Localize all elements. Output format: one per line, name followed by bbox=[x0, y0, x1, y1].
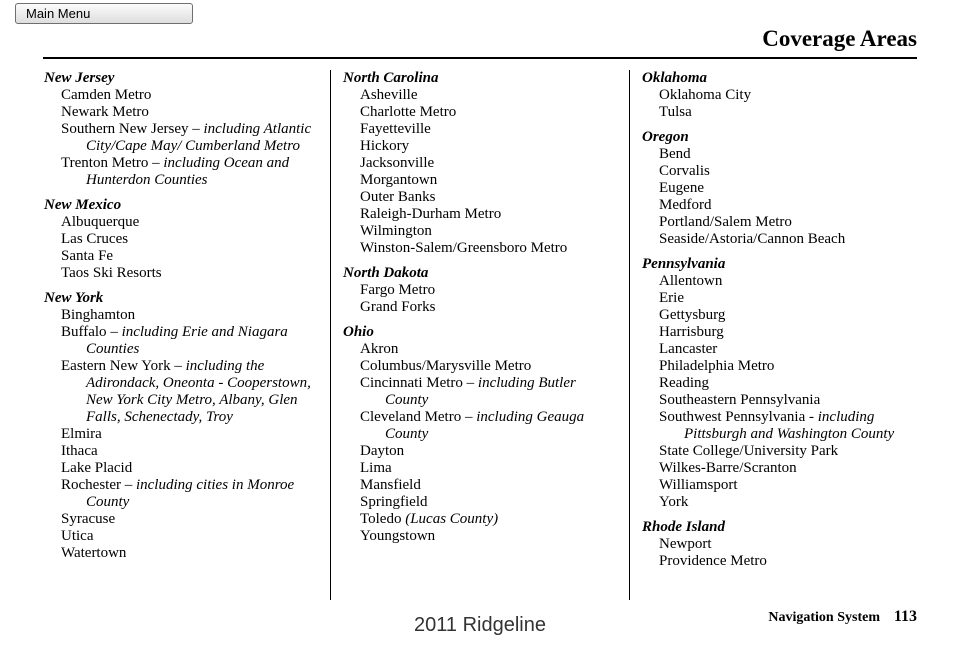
city-entry bbox=[44, 545, 314, 562]
city-name: Asheville bbox=[360, 87, 418, 103]
city-note: including cities in Monroe County bbox=[86, 477, 295, 510]
city-name: Portland/Salem Metro bbox=[659, 214, 792, 230]
city-note: including Ocean and Hunterdon Counties bbox=[86, 155, 290, 188]
city-name: Oklahoma City bbox=[659, 87, 752, 103]
city-entry bbox=[343, 104, 613, 121]
city-name: Taos Ski Resorts bbox=[61, 265, 162, 281]
city-entry bbox=[343, 189, 613, 206]
header-rule bbox=[43, 57, 917, 59]
city-name: Springfield bbox=[360, 494, 428, 510]
city-entry bbox=[44, 528, 314, 545]
city-name: Tulsa bbox=[659, 104, 692, 120]
city-name: Camden Metro bbox=[61, 87, 152, 103]
city-entry bbox=[343, 409, 613, 443]
city-name: Newport bbox=[659, 536, 712, 552]
city-name: Fayetteville bbox=[360, 121, 431, 137]
city-name: Watertown bbox=[61, 545, 127, 561]
city-name: Albuquerque bbox=[61, 214, 140, 230]
city-name: Binghamton bbox=[61, 307, 136, 323]
city-name: Corvalis bbox=[659, 163, 710, 179]
state-heading: New York bbox=[44, 290, 104, 306]
city-name: Southern New Jersey bbox=[61, 121, 189, 137]
city-name: Philadelphia Metro bbox=[659, 358, 775, 374]
city-entry bbox=[642, 375, 912, 392]
state-heading: New Mexico bbox=[44, 197, 122, 213]
city-name: Morgantown bbox=[360, 172, 438, 188]
city-entry bbox=[44, 358, 314, 426]
city-name: Grand Forks bbox=[360, 299, 436, 315]
city-name: Winston-Salem/Greensboro Metro bbox=[360, 240, 568, 256]
city-entry bbox=[642, 180, 912, 197]
city-name: Santa Fe bbox=[61, 248, 114, 264]
state-heading: Rhode Island bbox=[642, 519, 725, 535]
city-name: Toledo bbox=[360, 511, 402, 527]
city-entry bbox=[642, 146, 912, 163]
separator: – bbox=[120, 477, 136, 493]
city-entry bbox=[642, 392, 912, 409]
separator: – bbox=[148, 155, 164, 171]
footer-section-label: Navigation System bbox=[768, 610, 880, 625]
city-name: Youngstown bbox=[360, 528, 436, 544]
column-divider bbox=[330, 70, 331, 600]
city-entry bbox=[642, 87, 912, 104]
city-entry bbox=[642, 324, 912, 341]
separator: – bbox=[462, 375, 478, 391]
city-entry bbox=[44, 248, 314, 265]
column-divider bbox=[629, 70, 630, 600]
city-entry bbox=[642, 214, 912, 231]
city-name: Seaside/Astoria/Cannon Beach bbox=[659, 231, 846, 247]
city-note: including the Adirondack, Oneonta - Cooperstown, New York City Metro, Albany, Glen Falls, Schenectady, Troy bbox=[86, 358, 311, 425]
city-entry bbox=[642, 231, 912, 248]
city-name: Lancaster bbox=[659, 341, 718, 357]
city-entry bbox=[44, 477, 314, 511]
city-name: Harrisburg bbox=[659, 324, 724, 340]
city-name: Columbus/Marysville Metro bbox=[360, 358, 532, 374]
state-heading: Pennsylvania bbox=[642, 256, 726, 272]
city-entry bbox=[343, 443, 613, 460]
city-name: Rochester bbox=[61, 477, 121, 493]
city-entry bbox=[343, 155, 613, 172]
city-name: Reading bbox=[659, 375, 709, 391]
city-name: Eastern New York bbox=[61, 358, 171, 374]
state-heading: North Dakota bbox=[343, 265, 429, 281]
city-entry bbox=[642, 460, 912, 477]
state-heading: New Jersey bbox=[44, 70, 115, 86]
city-name: State College/University Park bbox=[659, 443, 839, 459]
city-name: Charlotte Metro bbox=[360, 104, 457, 120]
city-entry bbox=[44, 265, 314, 282]
city-name: Bend bbox=[659, 146, 691, 162]
city-name: York bbox=[659, 494, 689, 510]
city-entry bbox=[642, 307, 912, 324]
city-name: Wilkes-Barre/Scranton bbox=[659, 460, 797, 476]
city-entry bbox=[343, 223, 613, 240]
city-name: Lima bbox=[360, 460, 392, 476]
city-name: Southwest Pennsylvania bbox=[659, 409, 806, 425]
city-entry bbox=[343, 282, 613, 299]
city-name: Lake Placid bbox=[61, 460, 133, 476]
city-entry bbox=[642, 477, 912, 494]
city-entry bbox=[343, 206, 613, 223]
city-name: Ithaca bbox=[61, 443, 98, 459]
city-entry bbox=[642, 273, 912, 290]
city-entry bbox=[642, 494, 912, 511]
city-entry bbox=[642, 163, 912, 180]
city-entry bbox=[343, 477, 613, 494]
city-name: Cincinnati Metro bbox=[360, 375, 463, 391]
city-entry bbox=[642, 358, 912, 375]
city-name: Fargo Metro bbox=[360, 282, 436, 298]
city-note: including Geauga County bbox=[385, 409, 585, 442]
city-name: Providence Metro bbox=[659, 553, 767, 569]
city-entry bbox=[44, 324, 314, 358]
city-entry bbox=[343, 240, 613, 257]
city-note: including Pittsburgh and Washington County bbox=[684, 409, 895, 442]
city-name: Utica bbox=[61, 528, 94, 544]
main-menu-button[interactable]: Main Menu bbox=[15, 3, 193, 24]
city-entry bbox=[44, 104, 314, 121]
city-name: Newark Metro bbox=[61, 104, 149, 120]
city-entry bbox=[642, 104, 912, 121]
city-entry bbox=[44, 426, 314, 443]
city-entry bbox=[44, 155, 314, 189]
city-name: Akron bbox=[360, 341, 399, 357]
city-name: Elmira bbox=[61, 426, 102, 442]
city-name: Williamsport bbox=[659, 477, 738, 493]
city-name: Hickory bbox=[360, 138, 410, 154]
city-name: Syracuse bbox=[61, 511, 116, 527]
city-name: Erie bbox=[659, 290, 684, 306]
city-entry bbox=[44, 443, 314, 460]
city-name: Medford bbox=[659, 197, 712, 213]
city-entry bbox=[642, 341, 912, 358]
column-1 bbox=[44, 70, 314, 562]
separator: – bbox=[461, 409, 477, 425]
separator: – bbox=[170, 358, 186, 374]
state-heading: Ohio bbox=[343, 324, 374, 340]
city-entry bbox=[44, 214, 314, 231]
city-name: Gettysburg bbox=[659, 307, 726, 323]
city-entry bbox=[642, 197, 912, 214]
city-note: including Erie and Niagara Counties bbox=[86, 324, 288, 357]
city-name: Wilmington bbox=[360, 223, 432, 239]
city-entry bbox=[642, 536, 912, 553]
city-name: Outer Banks bbox=[360, 189, 436, 205]
separator: – bbox=[106, 324, 122, 340]
city-entry bbox=[44, 87, 314, 104]
city-name: Eugene bbox=[659, 180, 704, 196]
page-title: Coverage Areas bbox=[762, 26, 917, 51]
city-name: Buffalo bbox=[61, 324, 107, 340]
state-heading: Oklahoma bbox=[642, 70, 708, 86]
city-name: Las Cruces bbox=[61, 231, 129, 247]
city-name: Allentown bbox=[659, 273, 723, 289]
watermark: 2011 Ridgeline bbox=[414, 614, 546, 636]
separator: – bbox=[188, 121, 204, 137]
city-entry bbox=[44, 460, 314, 477]
city-name: Dayton bbox=[360, 443, 405, 459]
page-number: 113 bbox=[893, 608, 917, 625]
city-entry bbox=[343, 299, 613, 316]
column-3 bbox=[642, 70, 912, 570]
city-entry bbox=[343, 121, 613, 138]
city-name: Raleigh-Durham Metro bbox=[360, 206, 502, 222]
city-entry bbox=[343, 460, 613, 477]
column-2 bbox=[343, 70, 613, 545]
city-name: Southeastern Pennsylvania bbox=[659, 392, 821, 408]
city-entry bbox=[343, 87, 613, 104]
city-entry bbox=[642, 553, 912, 570]
city-name: Mansfield bbox=[360, 477, 421, 493]
state-heading: Oregon bbox=[642, 129, 689, 145]
city-entry bbox=[44, 121, 314, 155]
city-entry bbox=[44, 231, 314, 248]
city-entry bbox=[343, 375, 613, 409]
city-entry bbox=[44, 307, 314, 324]
separator: - bbox=[805, 409, 818, 425]
city-entry bbox=[642, 290, 912, 307]
city-note: including Butler County bbox=[385, 375, 576, 408]
city-entry bbox=[343, 138, 613, 155]
city-entry bbox=[343, 494, 613, 511]
city-entry bbox=[642, 409, 912, 443]
city-name: Trenton Metro bbox=[61, 155, 149, 171]
city-name: Cleveland Metro bbox=[360, 409, 462, 425]
city-entry bbox=[343, 172, 613, 189]
city-name: Jacksonville bbox=[360, 155, 435, 171]
city-entry bbox=[343, 358, 613, 375]
city-entry bbox=[343, 528, 613, 545]
city-note: including Atlantic City/Cape May/ Cumberland Metro bbox=[86, 121, 312, 154]
city-entry bbox=[343, 341, 613, 358]
city-entry bbox=[44, 511, 314, 528]
city-note: (Lucas County) bbox=[405, 511, 499, 527]
state-heading: North Carolina bbox=[343, 70, 439, 86]
city-entry bbox=[343, 511, 613, 528]
city-entry bbox=[642, 443, 912, 460]
